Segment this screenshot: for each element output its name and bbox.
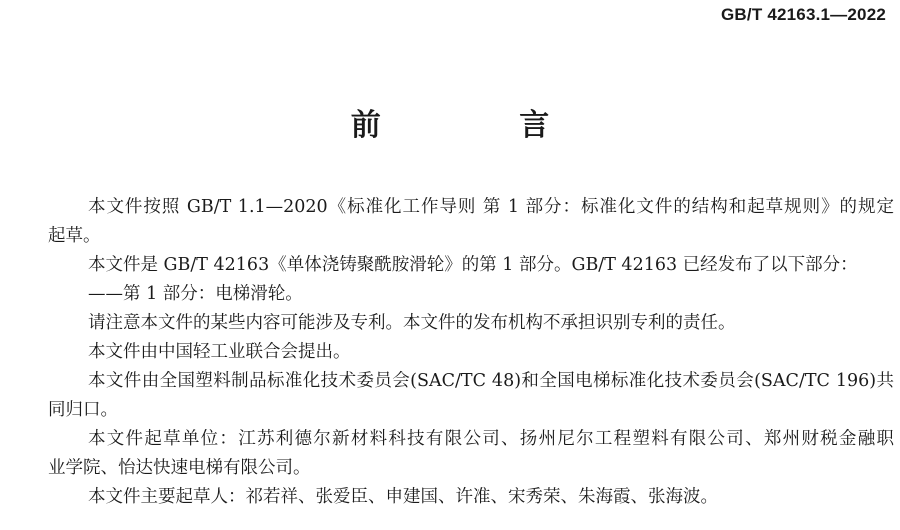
- paragraph-technical-committee: [8, 367, 894, 425]
- paragraph-line: 本文件起草单位：江苏利德尔新材料科技有限公司、扬州尼尔工程塑料有限公司、郑州财税金融职: [88, 429, 894, 449]
- paragraph-line: 本文件按照 GB/T 1.1—2020《标准化工作导则 第 1 部分：标准化文件的结构和起草规则》的规定: [88, 197, 894, 217]
- paragraph-line: 本文件由全国塑料制品标准化技术委员会(SAC/TC 48)和全国电梯标准化技术委员会(SAC/TC 196)共: [88, 371, 894, 391]
- paragraph-line: 同归口。: [48, 400, 118, 420]
- paragraph-drafting-units: [8, 425, 894, 483]
- paragraph-series-part: [8, 251, 888, 280]
- paragraph-line: 业学院、怡达快速电梯有限公司。: [48, 458, 311, 478]
- foreword-body: [8, 193, 894, 512]
- paragraph-drafting-rules: [8, 193, 894, 251]
- page-title: 前 言: [350, 108, 614, 143]
- paragraph-line: 本文件是 GB/T 42163《单体浇铸聚酰胺滑轮》的第 1 部分。GB/T 42163 已经发布了以下部分：: [88, 255, 858, 275]
- paragraph-line: 请注意本文件的某些内容可能涉及专利。本文件的发布机构不承担识别专利的责任。: [88, 313, 736, 333]
- standard-number: GB/T 42163.1—2022: [721, 5, 886, 24]
- paragraph-part-list-item: [8, 280, 888, 309]
- paragraph-line: 本文件由中国轻工业联合会提出。: [88, 342, 351, 362]
- paragraph-patent-notice: [8, 309, 888, 338]
- paragraph-line: ——第 1 部分：电梯滑轮。: [88, 284, 303, 304]
- paragraph-line: 本文件主要起草人：祁若祥、张爱臣、申建国、许准、宋秀荣、朱海霞、张海波。: [88, 487, 718, 507]
- paragraph-drafters: [8, 483, 888, 512]
- paragraph-proposer: [8, 338, 888, 367]
- paragraph-line: 起草。: [48, 226, 101, 246]
